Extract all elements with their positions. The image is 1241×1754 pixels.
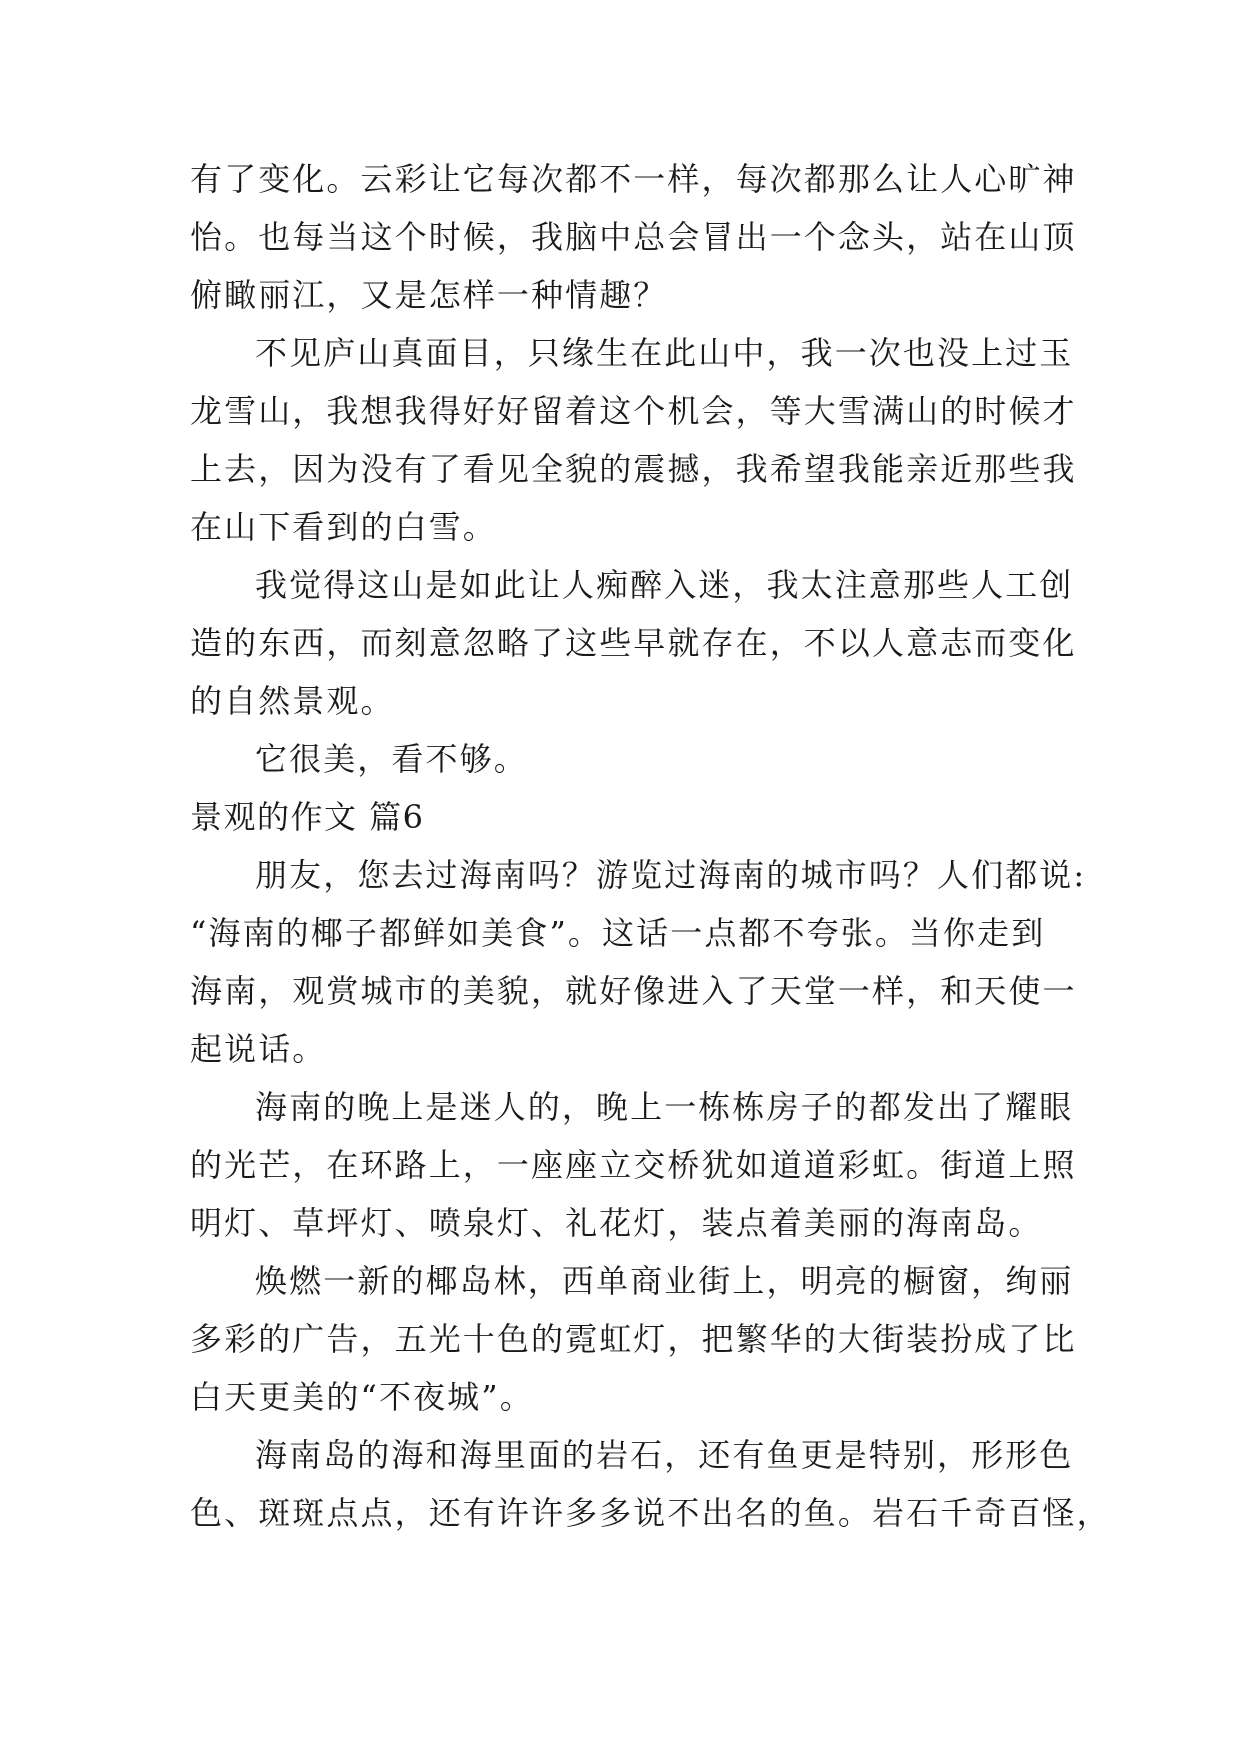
paragraph-line: 造的东西，而刻意忽略了这些早就存在，不以人意志而变化 xyxy=(190,624,1077,662)
paragraph-line: 的光芒，在环路上，一座座立交桥犹如道道彩虹。街道上照 xyxy=(190,1146,1077,1184)
paragraph-line: 怡。也每当这个时候，我脑中总会冒出一个念头，站在山顶 xyxy=(190,218,1077,256)
section-heading: 景观的作文 篇6 xyxy=(190,798,425,836)
paragraph-line: 色、斑斑点点，还有许许多多说不出名的鱼。岩石千奇百怪， xyxy=(190,1494,1111,1532)
paragraph-line: 海南的晚上是迷人的，晚上一栋栋房子的都发出了耀眼 xyxy=(255,1088,1074,1126)
paragraph-line: 焕燃一新的椰岛林，西单商业街上，明亮的橱窗，绚丽 xyxy=(255,1262,1074,1300)
paragraph-line: 龙雪山，我想我得好好留着这个机会，等大雪满山的时候才 xyxy=(190,392,1077,430)
paragraph-line: 不见庐山真面目，只缘生在此山中，我一次也没上过玉 xyxy=(255,334,1074,372)
paragraph-line: 海南岛的海和海里面的岩石，还有鱼更是特别，形形色 xyxy=(255,1436,1074,1474)
paragraph-line: 白天更美的“不夜城”。 xyxy=(190,1378,534,1416)
paragraph-line: 上去，因为没有了看见全貌的震撼，我希望我能亲近那些我 xyxy=(190,450,1077,488)
paragraph-line: 明灯、草坪灯、喷泉灯、礼花灯，装点着美丽的海南岛。 xyxy=(190,1204,1043,1242)
paragraph-line: 俯瞰丽江，又是怎样一种情趣？ xyxy=(190,276,668,314)
paragraph-line: 海南，观赏城市的美貌，就好像进入了天堂一样，和天使一 xyxy=(190,972,1077,1010)
paragraph-line: 多彩的广告，五光十色的霓虹灯，把繁华的大街装扮成了比 xyxy=(190,1320,1077,1358)
document-page xyxy=(190,150,1111,1542)
paragraph-line: 我觉得这山是如此让人痴醉入迷，我太注意那些人工创 xyxy=(255,566,1074,604)
paragraph-line: 起说话。 xyxy=(190,1030,327,1068)
paragraph-line: 的自然景观。 xyxy=(190,682,395,720)
paragraph-line: 朋友，您去过海南吗？游览过海南的城市吗？人们都说: xyxy=(255,856,1087,894)
paragraph-line: 有了变化。云彩让它每次都不一样，每次都那么让人心旷神 xyxy=(190,160,1077,198)
paragraph-line: 它很美，看不够。 xyxy=(255,740,528,778)
paragraph-line: 在山下看到的白雪。 xyxy=(190,508,497,546)
paragraph-line: “海南的椰子都鲜如美食”。这话一点都不夸张。当你走到 xyxy=(190,914,1046,952)
